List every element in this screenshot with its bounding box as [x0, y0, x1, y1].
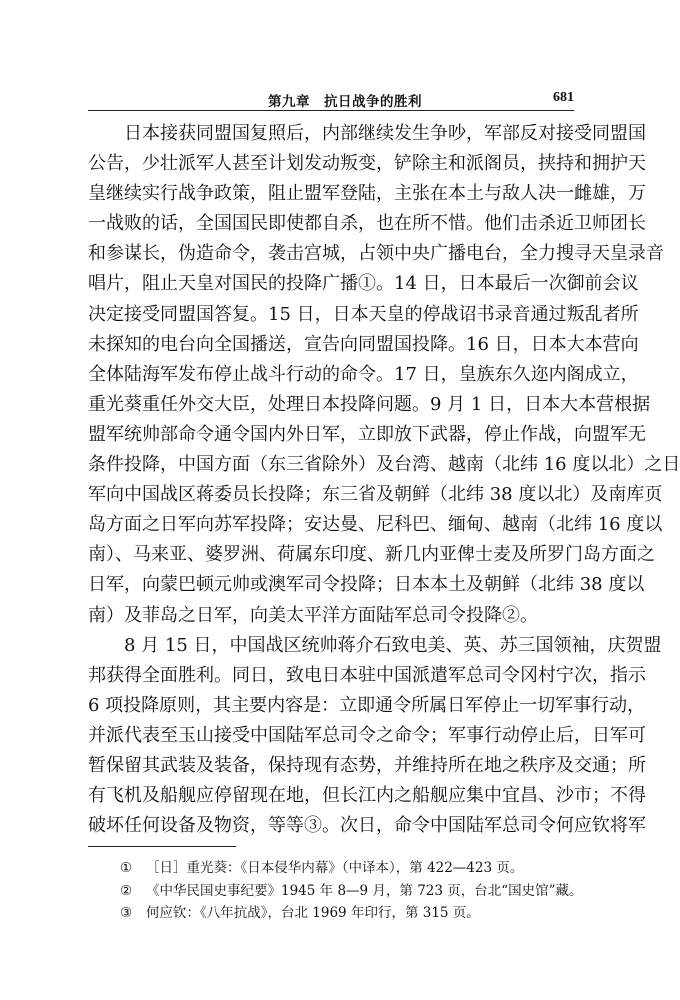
text-line: 暂保留其武装及装备，保持现有态势，并维持所在地之秩序及交通；所: [88, 754, 646, 776]
text-line: 6 项投降原则，其主要内容是：立即通令所属日军停止一切军事行动，: [88, 694, 646, 716]
text-line: 破坏任何设备及物资，等等③。次日，命令中国陆军总司令何应钦将军: [88, 815, 646, 837]
text-line: 盟军统帅部命令通令国内外日军，立即放下武器，停止作战，向盟军无: [88, 423, 646, 445]
text-line: 公告，少壮派军人甚至计划发动叛变，铲除主和派阁员，挟持和拥护天: [88, 153, 646, 175]
text-line: 邦获得全面胜利。同日，致电日本驻中国派遣军总司令冈村宁次，指示: [88, 664, 646, 686]
page-number: 681: [553, 90, 574, 105]
text-line: 唱片，阻止天皇对国民的投降广播①。14 日，日本最后一次御前会议: [88, 273, 639, 295]
text-line: 有飞机及船舰应停留现在地，但长江内之船舰应集中宜昌、沙市；不得: [88, 785, 646, 807]
footnote-marker: ①: [120, 860, 133, 876]
text-line: 南）、马来亚、婆罗洲、荷属东印度、新几内亚俾士麦及所罗门岛方面之: [88, 544, 655, 566]
text-line: 未探知的电台向全国播送，宣告向同盟国投降。16 日，日本大本营向: [88, 333, 639, 355]
running-header: [88, 88, 574, 108]
chapter-title: 第九章 抗日战争的胜利: [268, 94, 422, 110]
text-line: 皇继续实行战争政策，阻止盟军登陆，主张在本土与敌人决一雌雄，万: [88, 183, 646, 205]
header-rule: [88, 110, 574, 111]
text-line: 全体陆海军发布停止战斗行动的命令。17 日，皇族东久迩内阁成立，: [88, 363, 639, 385]
text-line: 军向中国战区蒋委员长投降；东三省及朝鲜（北纬 38 度以北）及南库页: [88, 484, 663, 506]
footnotes: [120, 857, 583, 925]
text-line: 一战败的话，全国国民即使都自杀，也在所不惜。他们击杀近卫师团长: [88, 213, 646, 235]
footnote: [120, 857, 570, 880]
footnote-marker: ③: [120, 905, 133, 921]
footnote: [120, 902, 570, 925]
text-line: 重光葵重任外交大臣，处理日本投降问题。9 月 1 日，日本大本营根据: [88, 393, 651, 415]
text-line: 日本接获同盟国复照后，内部继续发生争吵，军部反对接受同盟国: [124, 123, 646, 144]
text-line: 决定接受同盟国答复。15 日，日本天皇的停战诏书录音通过叛乱者所: [88, 303, 639, 325]
footnote-text: 《中华民国史事纪要》1945 年 8—9 月，第 723 页，台北“国史馆”藏。: [146, 882, 583, 899]
text-line: 条件投降，中国方面（东三省除外）及台湾、越南（北纬 16 度以北）之日: [88, 454, 680, 476]
text-line: 和参谋长，伪造命令，袭击宫城，占领中央广播电台，全力搜寻天皇录音: [88, 243, 664, 265]
text-line: 岛方面之日军向苏军投降；安达曼、尼科巴、缅甸、越南（北纬 16 度以: [88, 514, 663, 536]
text-line: 并派代表至玉山接受中国陆军总司令之命令；军事行动停止后，日军可: [88, 724, 646, 746]
body-text: [88, 119, 680, 841]
footnote-text: 何应钦：《八年抗战》，台北 1969 年印行，第 315 页。: [146, 905, 480, 921]
text-line: 8 月 15 日，中国战区统帅蒋介石致电美、英、苏三国领袖，庆贺盟: [124, 634, 662, 656]
footnote-text: ［日］重光葵：《日本侵华内幕》（中译本），第 422—423 页。: [146, 860, 524, 876]
footnote: [120, 880, 583, 903]
text-line: 日军，向蒙巴顿元帅或澳军司令投降；日本本土及朝鲜（北纬 38 度以: [88, 574, 645, 596]
text-line: 南）及菲岛之日军，向美太平洋方面陆军总司令投降②。: [88, 604, 538, 626]
footnote-marker: ②: [120, 882, 133, 899]
footnote-rule: [88, 846, 236, 847]
